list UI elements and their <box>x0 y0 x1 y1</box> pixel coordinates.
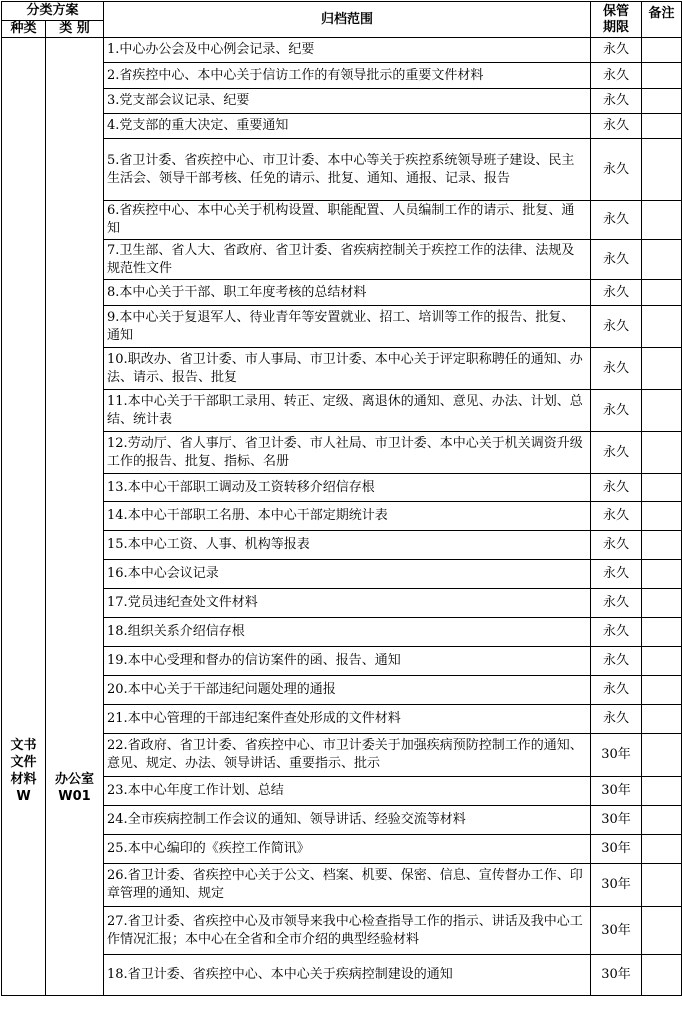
table-row <box>2 38 682 63</box>
remark-cell <box>642 560 682 589</box>
table-row <box>2 806 682 835</box>
table-row <box>2 777 682 806</box>
term-cell: 30年 <box>591 734 642 777</box>
term-cell: 永久 <box>591 502 642 531</box>
table-row <box>2 240 682 280</box>
category-header: 类 别 <box>46 21 104 38</box>
table-row <box>2 676 682 705</box>
scope-cell: 9.本中心关于复退军人、待业青年等安置就业、招工、培训等工作的报告、批复、通知 <box>104 306 591 348</box>
term-cell: 30年 <box>591 955 642 996</box>
table-row <box>2 89 682 114</box>
scope-header: 归档范围 <box>104 2 591 38</box>
scope-cell: 2.省疾控中心、本中心关于信访工作的有领导批示的重要文件材料 <box>104 63 591 89</box>
scope-cell: 17.党员违纪查处文件材料 <box>104 589 591 618</box>
remark-cell <box>642 63 682 89</box>
term-cell: 永久 <box>591 201 642 240</box>
term-cell: 永久 <box>591 705 642 734</box>
scope-cell: 22.省政府、省卫计委、省疾控中心、市卫计委关于加强疾病预防控制工作的通知、意见、规定、办法、领导讲话、重要指示、批示 <box>104 734 591 777</box>
table-row <box>2 705 682 734</box>
table-row <box>2 734 682 777</box>
table-row <box>2 589 682 618</box>
scope-cell: 15.本中心工资、人事、机构等报表 <box>104 531 591 560</box>
table-row <box>2 864 682 907</box>
remark-cell <box>642 647 682 676</box>
term-cell: 永久 <box>591 676 642 705</box>
category-text: W01 <box>58 789 91 804</box>
table-row <box>2 114 682 139</box>
remark-header: 备注 <box>642 2 682 38</box>
table-row <box>2 306 682 348</box>
term-cell: 永久 <box>591 38 642 63</box>
term-cell: 永久 <box>591 89 642 114</box>
term-cell: 永久 <box>591 63 642 89</box>
term-cell: 30年 <box>591 907 642 955</box>
remark-cell <box>642 306 682 348</box>
table-row <box>2 280 682 306</box>
remark-cell <box>642 89 682 114</box>
scope-cell: 26.省卫计委、省疾控中心关于公文、档案、机要、保密、信息、宣传督办工作、印章管理的通知、规定 <box>104 864 591 907</box>
term-cell: 永久 <box>591 647 642 676</box>
scope-cell: 1.中心办公会及中心例会记录、纪要 <box>104 38 591 63</box>
term-cell: 永久 <box>591 560 642 589</box>
scope-cell: 11.本中心关于干部职工录用、转正、定级、离退休的通知、意见、办法、计划、总结、统计表 <box>104 390 591 432</box>
term-header-line1: 保管 <box>603 3 630 19</box>
term-cell: 30年 <box>591 835 642 864</box>
table-row <box>2 139 682 201</box>
scope-cell: 12.劳动厅、省人事厅、省卫计委、市人社局、市卫计委、本中心关于机关调资升级工作的报告、批复、指标、名册 <box>104 432 591 474</box>
scope-cell: 18.组织关系介绍信存根 <box>104 618 591 647</box>
remark-cell <box>642 201 682 240</box>
scope-cell: 20.本中心关于干部违纪问题处理的通报 <box>104 676 591 705</box>
remark-cell <box>642 955 682 996</box>
scope-cell: 21.本中心管理的干部违纪案件查处形成的文件材料 <box>104 705 591 734</box>
table-row <box>2 955 682 996</box>
category-cell <box>46 38 104 996</box>
remark-cell <box>642 835 682 864</box>
term-cell: 永久 <box>591 618 642 647</box>
category-text: 办公室 <box>55 772 95 787</box>
kind-text: 文书 <box>10 738 37 753</box>
remark-cell <box>642 734 682 777</box>
table-row <box>2 647 682 676</box>
table-row <box>2 618 682 647</box>
term-cell: 30年 <box>591 777 642 806</box>
table-row <box>2 348 682 390</box>
remark-cell <box>642 589 682 618</box>
kind-text: W <box>16 789 31 804</box>
remark-cell <box>642 676 682 705</box>
header-row-1 <box>2 2 682 21</box>
scope-cell: 8.本中心关于干部、职工年度考核的总结材料 <box>104 280 591 306</box>
remark-cell <box>642 240 682 280</box>
remark-cell <box>642 777 682 806</box>
scope-cell: 19.本中心受理和督办的信访案件的函、报告、通知 <box>104 647 591 676</box>
scope-cell: 7.卫生部、省人大、省政府、省卫计委、省疾病控制关于疾控工作的法律、法规及规范性文件 <box>104 240 591 280</box>
scope-cell: 24.全市疾病控制工作会议的通知、领导讲话、经验交流等材料 <box>104 806 591 835</box>
scope-cell: 5.省卫计委、省疾控中心、市卫计委、本中心等关于疾控系统领导班子建设、民主生活会、领导干部考核、任免的请示、批复、通知、通报、记录、报告 <box>104 139 591 201</box>
archive-scope-table <box>1 1 682 996</box>
term-cell: 永久 <box>591 114 642 139</box>
scope-cell: 6.省疾控中心、本中心关于机构设置、职能配置、人员编制工作的请示、批复、通知 <box>104 201 591 240</box>
table-row <box>2 835 682 864</box>
term-cell: 永久 <box>591 348 642 390</box>
kind-text: 材料 <box>10 772 37 787</box>
remark-cell <box>642 114 682 139</box>
remark-cell <box>642 705 682 734</box>
term-header-line2: 期限 <box>603 19 630 35</box>
table-row <box>2 201 682 240</box>
term-cell: 永久 <box>591 280 642 306</box>
table-row <box>2 474 682 502</box>
term-cell: 永久 <box>591 432 642 474</box>
remark-cell <box>642 907 682 955</box>
kind-cell <box>2 38 46 996</box>
remark-cell <box>642 806 682 835</box>
remark-cell <box>642 348 682 390</box>
term-cell: 永久 <box>591 390 642 432</box>
scope-cell: 25.本中心编印的《疾控工作简讯》 <box>104 835 591 864</box>
scope-cell: 13.本中心干部职工调动及工资转移介绍信存根 <box>104 474 591 502</box>
table-row <box>2 502 682 531</box>
table-row <box>2 432 682 474</box>
table-row <box>2 63 682 89</box>
table-row <box>2 907 682 955</box>
scheme-header: 分类方案 <box>2 2 104 21</box>
term-cell: 永久 <box>591 589 642 618</box>
scope-cell: 18.省卫计委、省疾控中心、本中心关于疾病控制建设的通知 <box>104 955 591 996</box>
term-cell: 永久 <box>591 306 642 348</box>
kind-text: 文件 <box>10 755 37 770</box>
term-cell: 永久 <box>591 139 642 201</box>
remark-cell <box>642 390 682 432</box>
scope-cell: 4.党支部的重大决定、重要通知 <box>104 114 591 139</box>
term-cell: 30年 <box>591 806 642 835</box>
term-cell: 永久 <box>591 240 642 280</box>
table-row <box>2 390 682 432</box>
term-cell: 30年 <box>591 864 642 907</box>
term-cell: 永久 <box>591 474 642 502</box>
remark-cell <box>642 474 682 502</box>
term-header <box>591 2 642 38</box>
table-row <box>2 531 682 560</box>
kind-header: 种类 <box>2 21 46 38</box>
scope-cell: 3.党支部会议记录、纪要 <box>104 89 591 114</box>
remark-cell <box>642 864 682 907</box>
remark-cell <box>642 38 682 63</box>
scope-cell: 10.职改办、省卫计委、市人事局、市卫计委、本中心关于评定职称聘任的通知、办法、请示、报告、批复 <box>104 348 591 390</box>
scope-cell: 14.本中心干部职工名册、本中心干部定期统计表 <box>104 502 591 531</box>
remark-cell <box>642 432 682 474</box>
scope-cell: 16.本中心会议记录 <box>104 560 591 589</box>
term-cell: 永久 <box>591 531 642 560</box>
remark-cell <box>642 139 682 201</box>
remark-cell <box>642 618 682 647</box>
remark-cell <box>642 502 682 531</box>
table-row <box>2 560 682 589</box>
scope-cell: 23.本中心年度工作计划、总结 <box>104 777 591 806</box>
remark-cell <box>642 280 682 306</box>
scope-cell: 27.省卫计委、省疾控中心及市领导来我中心检查指导工作的指示、讲话及我中心工作情况汇报；本中心在全省和全市介绍的典型经验材料 <box>104 907 591 955</box>
remark-cell <box>642 531 682 560</box>
